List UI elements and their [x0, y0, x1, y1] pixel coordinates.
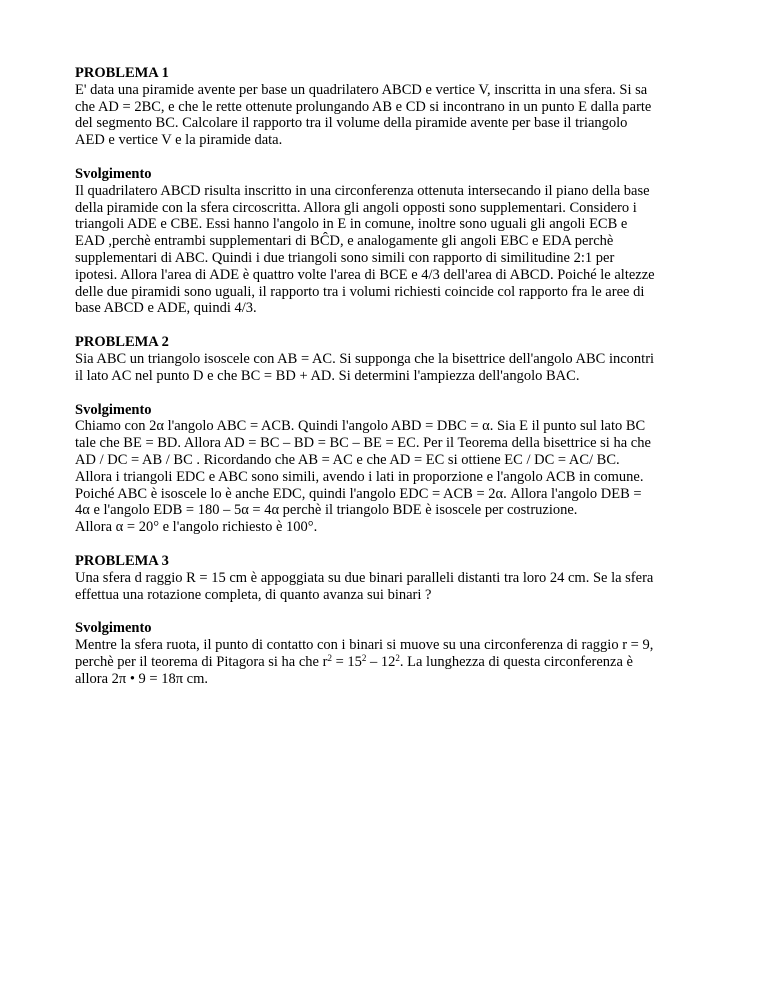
superscript-12-squared: 2 — [395, 652, 400, 663]
solution-line-2-part-b: = 15 — [331, 653, 362, 670]
problem-1 — [75, 65, 705, 317]
problem-2-solution-title: Svolgimento — [75, 401, 152, 418]
problem-3-solution-line-3: allora 2π • 9 = 18π cm. — [75, 670, 208, 687]
problem-2-text: Sia ABC un triangolo isoscele con AB = AC. Si supponga che la bisettrice dell'angolo ABC incontri il lato AC nel punto D e che BC = BD + AD. Si determini l'ampiezza dell'angolo BAC. — [75, 350, 655, 384]
problem-3-solution-line-1: Mentre la sfera ruota, il punto di contatto con i binari si muove su una circonferenza di raggio r = 9, — [75, 637, 654, 654]
problem-3-solution — [75, 637, 705, 687]
problem-3-title: PROBLEMA 3 — [75, 552, 169, 569]
problem-1-solution-title: Svolgimento — [75, 165, 152, 182]
solution-line-2-part-c: – 12 — [366, 653, 396, 670]
problem-1-solution: Il quadrilatero ABCD risulta inscritto in una circonferenza ottenuta intersecando il piano della base della piramide con la sfera circoscritta. Allora gli angoli opposti sono supplementari. Considero i triangoli ADE e CBE. Essi hanno l'angolo in E in comune, inoltre sono uguali gli angoli ECB e EAD ,perchè entrambi supplementari di BĈD, e analogamente gli angoli EBC e EDA perchè supplementari di ABC. Quindi i due triangoli sono simili con rapporto di similitudine 2:1 per ipotesi. Allora l'area di ADE è quattro volte l'area di BCE e 4/3 dell'area di ABCD. Poiché le altezze delle due piramidi sono uguali, il rapporto tra i volumi richiesti coincide col rapporto fra le aree di base ABCD e ADE, quindi 4/3. — [75, 182, 655, 317]
problem-2-title: PROBLEMA 2 — [75, 334, 169, 351]
document-page — [75, 65, 705, 688]
solution-line-2-part-d: . La lunghezza di questa circonferenza è — [399, 653, 633, 670]
problem-3-solution-line-2 — [75, 654, 705, 671]
superscript-r-squared: 2 — [327, 652, 332, 663]
solution-line-2-part-a: perchè per il teorema di Pitagora si ha che r — [75, 653, 328, 670]
problem-3-solution-title: Svolgimento — [75, 620, 152, 637]
problem-3-text: Una sfera d raggio R = 15 cm è appoggiata su due binari paralleli distanti tra loro 24 cm. Se la sfera effettua una rotazione completa, di quanto avanza sui binari ? — [75, 569, 654, 603]
superscript-15-squared: 2 — [361, 652, 367, 663]
problem-1-title: PROBLEMA 1 — [75, 65, 169, 81]
problem-2 — [75, 334, 705, 536]
problem-2-solution: Chiamo con 2α l'angolo ABC = ACB. Quindi l'angolo ABD = DBC = α. Sia E il punto sul lato BC tale che BE = BD. Allora AD = BC – BD = BC – BE = EC. Per il Teorema della bisettrice si ha che AD / DC = AB / BC . Ricordando che AB = AC e che AD = EC si ottiene EC / DC = AC/ BC. Allora i triangoli EDC e ABC sono simili, avendo i lati in proporzione e l'angolo ACB in comune. Poiché ABC è isoscele lo è anche EDC, quindi l'angolo EDC = ACB = 2α. Allora l'angolo DEB = 4α e l'angolo EDB = 180 – 5α = 4α perchè il triangolo BDE è isoscele per costruzione. Allora α = 20° e l'angolo richiesto è 100°. — [75, 418, 651, 536]
problem-1-text: E' data una piramide avente per base un quadrilatero ABCD e vertice V, inscritta in una sfera. Si sa che AD = 2BC, e che le rette ottenute prolungando AB e CD si incontrano in un punto E dalla parte del segmento BC. Calcolare il rapporto tra il volume della piramide avente per base il triangolo AED e vertice V e la piramide data. — [75, 81, 652, 149]
problem-3 — [75, 553, 705, 688]
